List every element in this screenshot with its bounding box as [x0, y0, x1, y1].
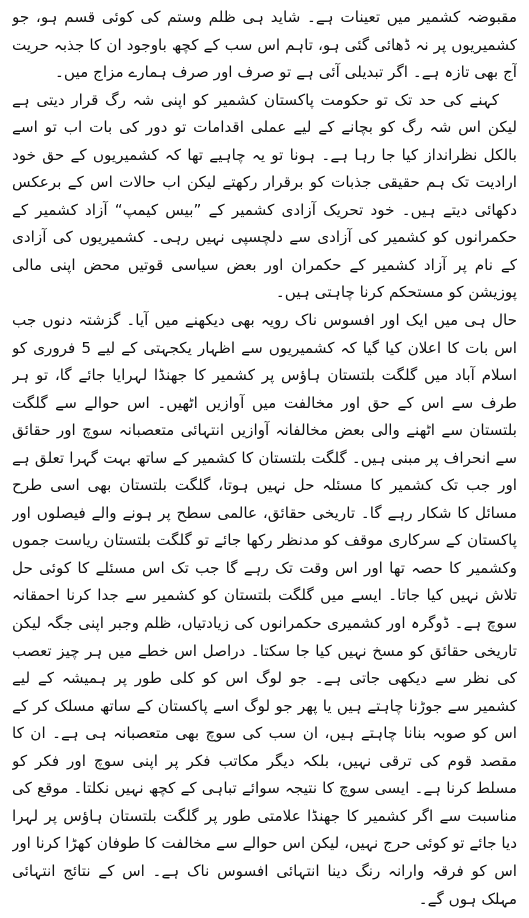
article-page: [12, 4, 517, 914]
article-paragraph-2: کہنے کی حد تک تو حکومت پاکستان کشمیر کو اپنی شہ رگ قرار دیتی ہے لیکن اس شہ رگ کو بچانے کے لیے عملی اقدامات تو دور کی بات اب تو اسے بالکل نظرانداز کیا جا رہا ہے۔ ہونا تو یہ چاہیے تھا کہ کشمیریوں کے حق خود ارادیت تک ہم حقیقی جذبات کو برقرار رکھتے لیکن اب حالات اس کے برعکس دکھائی دیتے ہیں۔ خود تحریک آزادی کشمیر کے ”بیس کیمپ“ آزاد کشمیر کے حکمرانوں کو کشمیر کی آزادی سے دلچسپی نہیں رہی۔ کشمیریوں کی آزادی کے نام پر آزاد کشمیر کے حکمران اور بعض سیاسی قوتیں محض اپنی مالی پوزیشن کو مستحکم کرنا چاہتی ہیں۔: [12, 90, 517, 302]
article-paragraph-3: حال ہی میں ایک اور افسوس ناک رویہ بھی دیکھنے میں آیا۔ گزشتہ دنوں جب اس بات کا اعلان کیا گیا کہ کشمیریوں سے اظہار یکجہتی کے لیے 5 فروری کو اسلام آباد میں گلگت بلتستان ہاؤس پر کشمیر کا جھنڈا لہرایا جائے گا، تو ہر طرف سے اس کے حق اور مخالفت میں آوازیں اٹھیں۔ اس حوالے سے گلگت بلتستان سے اٹھنے والی بعض مخالفانہ آوازیں انتہائی متعصبانہ سوچ اور حقائق سے انحراف پر مبنی ہیں۔ گلگت بلتستان کا کشمیر کے ساتھ بہت گہرا تعلق ہے اور جب تک کشمیر کا مسئلہ حل نہیں ہوتا، گلگت بلتستان بھی اسی طرح مسائل کا شکار رہے گا۔ تاریخی حقائق، عالمی سطح پر ہونے والے فیصلوں اور پاکستان کے سرکاری موقف کو مدنظر رکھا جائے تو گلگت بلتستان ریاست جموں وکشمیر کا حصہ تھا اور اس وقت تک رہے گا جب تک اس مسئلے کا کوئی حل تلاش نہیں کیا جاتا۔ ایسے میں گلگت بلتستان کو کشمیر سے جدا کرنا احمقانہ سوچ ہے۔ ڈوگرہ اور کشمیری حکمرانوں کی زیادتیاں، ظلم وجبر اپنی جگہ لیکن تاریخی حقائق کو مسخ نہیں کیا جا سکتا۔ دراصل اس خطے میں ہر چیز تعصب کی نظر سے دیکھی جاتی ہے۔ جو لوگ اس کو کلی طور پر ہمیشہ کے لیے کشمیر سے جوڑنا چاہتے ہیں یا پھر جو لوگ اسے پاکستان کے ساتھ مسلک کر کے اس کو صوبہ بنانا چاہتے ہیں، ان سب کی سوچ بھی متعصبانہ ہی ہے۔ ان کا مقصد قوم کی ترقی نہیں، بلکہ دیگر مکاتب فکر پر اپنی سوچ اور فکر کو مسلط کرنا ہے۔ ایسی سوچ کا نتیجہ سوائے تباہی کے کچھ نہیں نکلتا۔ موقع کی مناسبت سے اگر کشمیر کا جھنڈا علامتی طور پر گلگت بلتستان ہاؤس پر لہرا دیا جائے تو کوئی حرج نہیں، لیکن اس حوالے سے مخالفت کا طوفان کھڑا کرنا اور اس کو فرقہ وارانہ رنگ دینا انتہائی افسوس ناک ہے۔ اس کے نتائج انتہائی مہلک ہوں گے۔: [12, 311, 517, 908]
article-paragraph-1: مقبوضہ کشمیر میں تعینات ہے۔ شاید ہی ظلم وستم کی کوئی قسم ہو، جو کشمیریوں پر نہ ڈھائی گئی ہو، تاہم اس سب کے کچھ باوجود ان کا جذبہ حریت آج بھی تازہ ہے۔ اگر تبدیلی آئی ہے تو صرف اور صرف ہمارے مزاج میں۔: [12, 8, 517, 82]
